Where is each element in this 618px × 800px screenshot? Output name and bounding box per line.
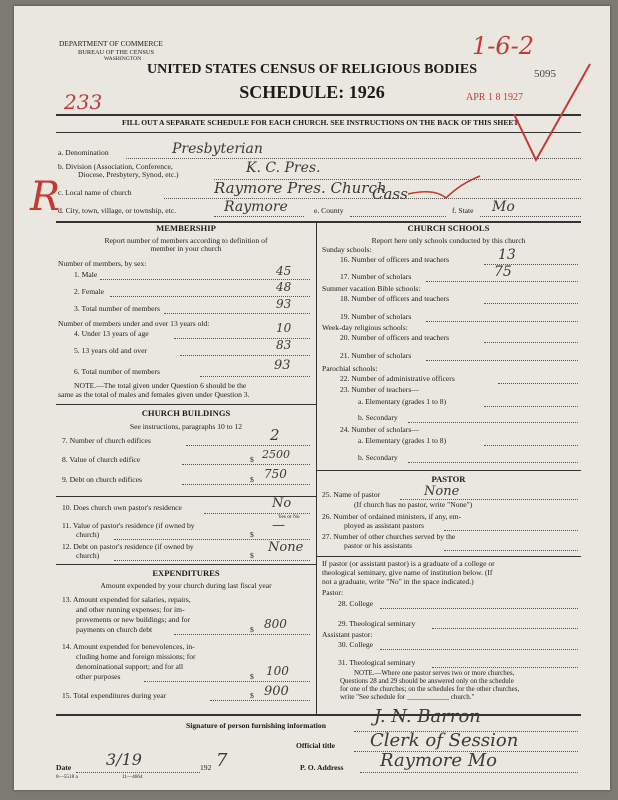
buildings-heading: CHURCH BUILDINGS <box>141 408 231 418</box>
q4-under13-field[interactable]: 10 <box>276 321 292 335</box>
signature-field[interactable]: J. N. Barron <box>374 706 481 727</box>
q3-total-field[interactable]: 93 <box>276 297 292 311</box>
q14-line-4: other purposes <box>76 672 121 681</box>
q16-label: 16. Number of officers and teachers <box>340 255 450 264</box>
by-sex-label: Number of members, by sex: <box>58 259 147 268</box>
denomination-label: a. Denomination <box>58 148 109 157</box>
handwritten-code: 1-6-2 <box>472 32 535 60</box>
year-prefix: 192 <box>200 763 212 772</box>
q23a-label: a. Elementary (grades 1 to 8) <box>358 397 447 406</box>
header-top-rule <box>56 114 581 116</box>
po-address-label: P. O. Address <box>300 763 344 772</box>
q13-line-4: payments on church debt <box>76 625 153 634</box>
q17-scholars-field[interactable]: 75 <box>494 264 512 280</box>
q1-male-field[interactable]: 45 <box>276 264 292 278</box>
yes-no-hint: Yes or No <box>278 514 300 520</box>
membership-heading: MEMBERSHIP <box>156 223 216 233</box>
expenditures-sub: Amount expended by your church during last fiscal year <box>100 581 272 590</box>
q13-line-2: and other running expenses; for im- <box>76 605 185 614</box>
division-label-2: Diocese, Presbytery, Synod, etc.) <box>78 170 179 179</box>
bureau-name: BUREAU OF THE CENSUS <box>78 49 155 56</box>
pastor-sub-label: Pastor: <box>322 588 344 597</box>
membership-intro-1: Report number of members according to definition of <box>104 236 268 245</box>
q8-value-field[interactable]: 2500 <box>262 448 290 461</box>
q17-label: 17. Number of scholars <box>340 272 412 281</box>
pastor-note-1: NOTE.—Where one pastor serves two or more churches, <box>354 669 515 677</box>
state-label: f. State <box>452 206 474 215</box>
membership-intro-2: member in your church <box>150 244 222 253</box>
q10-label: 10. Does church own pastor's residence <box>62 503 182 512</box>
pastor-note-2: Questions 28 and 29 should be answered only on the schedule <box>340 677 514 685</box>
q21-label: 21. Number of scholars <box>340 351 412 360</box>
handwritten-number: 233 <box>64 90 103 114</box>
q1-label: 1. Male <box>74 270 98 279</box>
q12-debt-field[interactable]: None <box>268 540 304 555</box>
city-name: WASHINGTON <box>104 56 142 62</box>
margin-letter: R <box>30 174 61 220</box>
weekday-label: Week-day religious schools: <box>322 323 408 332</box>
q15-label: 15. Total expenditures during year <box>62 691 167 700</box>
q26-line-2: ployed as assistant pastors <box>344 521 424 530</box>
q23b-label: b. Secondary <box>358 413 398 422</box>
buildings-sub: See instructions, paragraphs 10 to 12 <box>129 422 243 431</box>
pastor-note-3: for one of the churches; on the schedules for the other churches, <box>340 685 520 693</box>
column-divider <box>316 221 317 714</box>
local-name-label: c. Local name of church <box>58 188 132 197</box>
year-field[interactable]: 7 <box>216 750 228 771</box>
graduate-note-2: theological seminary, give name of institution below. (If <box>322 568 493 577</box>
q18-label: 18. Number of officers and teachers <box>340 294 450 303</box>
q13-running-expenses-field[interactable]: 800 <box>264 617 287 631</box>
division-label-1: b. Division (Association, Conference, <box>58 162 173 171</box>
serial-number: 5095 <box>534 68 556 80</box>
q6-label: 6. Total number of members <box>74 367 161 376</box>
form-number: 8—5518 a <box>56 774 78 780</box>
expenditures-heading: EXPENDITURES <box>152 568 220 578</box>
summer-label: Summer vacation Bible schools: <box>322 284 421 293</box>
form-title: UNITED STATES CENSUS OF RELIGIOUS BODIES <box>146 62 477 77</box>
county-field[interactable]: Cass <box>372 185 408 203</box>
q9-debt-field[interactable]: 750 <box>264 467 287 481</box>
red-check-mark <box>506 56 596 166</box>
q7-label: 7. Number of church edifices <box>62 436 151 445</box>
membership-note-1: NOTE.—The total given under Question 6 should be the <box>74 381 247 390</box>
q24b-label: b. Secondary <box>358 453 398 462</box>
division-field[interactable]: K. C. Pres. <box>246 160 321 176</box>
q12-label-1: 12. Debt on pastor's residence (if owned by <box>62 542 194 551</box>
state-field[interactable]: Mo <box>492 199 515 215</box>
print-number: 11—4664 <box>122 774 143 780</box>
pastor-heading: PASTOR <box>431 474 466 484</box>
sunday-label: Sunday schools: <box>322 245 372 254</box>
q27-line-2: pastor or his assistants <box>344 541 413 550</box>
q4-label: 4. Under 13 years of age <box>74 329 149 338</box>
county-label: e. County <box>314 206 344 215</box>
q2-label: 2. Female <box>74 287 104 296</box>
q30-label: 30. College <box>338 640 374 649</box>
q31-label: 31. Theological seminary <box>338 658 416 667</box>
q2-female-field[interactable]: 48 <box>276 280 292 294</box>
local-name-field[interactable]: Raymore Pres. Church <box>214 179 387 197</box>
official-title-field[interactable]: Clerk of Session <box>370 730 519 751</box>
q28-label: 28. College <box>338 599 374 608</box>
q25-pastor-name-field[interactable]: None <box>424 484 460 499</box>
q14-line-3: denominational support; and for all <box>76 662 184 671</box>
q24a-label: a. Elementary (grades 1 to 8) <box>358 436 447 445</box>
department-name: DEPARTMENT OF COMMERCE <box>59 39 163 48</box>
q26-line-1: 26. Number of ordained ministers, if any, em- <box>322 512 462 521</box>
official-title-label: Official title <box>296 741 336 750</box>
q14-benevolences-field[interactable]: 100 <box>266 664 289 678</box>
q10-owns-residence-field[interactable]: No <box>272 496 292 511</box>
q25-note: (If church has no pastor, write "None") <box>354 500 473 509</box>
q11-value-field[interactable]: — <box>272 518 285 533</box>
q23-label: 23. Number of teachers— <box>340 385 419 394</box>
q25-label: 25. Name of pastor <box>322 490 381 499</box>
q24-label: 24. Number of scholars— <box>340 425 419 434</box>
q12-label-2: church) <box>76 551 100 560</box>
q14-line-1: 14. Amount expended for benevolences, in- <box>62 642 195 651</box>
schools-intro: Report here only schools conducted by this church <box>371 236 526 245</box>
q29-label: 29. Theological seminary <box>338 619 416 628</box>
census-schedule-sheet: DEPARTMENT OF COMMERCE BUREAU OF THE CENSUS WASHINGTON UNITED STATES CENSUS OF RELIGIOUS BODIES SCHEDULE: 1926 5095 APR 1 8 1927 1-6-2 233 R FILL OUT A SEPARATE SCHEDULE FOR EACH CHURCH. SEE INSTRUCTIONS ON THE BACK OF THIS SHEET a. Denomination Presbyterian b. Division (Association, Conference, Diocese, Presbytery, Synod, etc.) K. C. Pres. c. Local name of church Raymore Pres. Church d. City, town, village, or township, etc. Raymore e. County Cass f. State Mo MEMBERSHIP Report number of members according to definition of member in your church Number of members, by sex: 1. Male 45 2. Female 48 3. Total number of members 93 Number of members under and over 13 years old: 4. Under 13 years of age 10 5. 13 years old and over 83 6. Total number of members 93 NOTE.—The total given under Question 6 should be the same as the total of males and females given under Question 3. CHURCH BUILDINGS See instructions, paragraphs 10 to 12 7. Number of church edifices 2 8. Value of church edifice $ 2500 9. Debt on church edifices $ 750 10. Does church own pastor's residence Yes or No No 11. Value of pastor's residence (if owned by church) $ — 12. Debt on pastor's residence (if owned by church) $ None EXPENDITURES Amount expended by your church during last fiscal year 13. Amount expended for salaries, repairs, and other running expenses; for im- provements or new buildings; and for payments on church debt $ 800 14. Amount expended for benevolences, in- cluding home and foreign missions; for denominational support; and for all other purposes $ 100 15. Total expenditures during year $ 900 CHURCH SCHOOLS Report here only schools conducted by this church Sunday schools: 16. Number of officers and teachers 13 17. Number of scholars 75 Summer vacation Bible schools: 18. Number of officers and teachers 19. Number of scholars Week-day religious schools: 20. Number of officers and teachers 21. Number of scholars Parochial schools: 22. Number of administrative officers 23. Number of teachers— a. Elementary (grades 1 to 8) b. Secondary 24. Number of scholars— a. Elementary (grades 1 to 8) b. Secondary PASTOR 25. Name of pastor None (If church has no pastor, write "None") 26. Number of ordained ministers, if any, em- ployed as assistant pastors 27. Number of other churches served by the pastor or his assistants If pastor (or assistant pastor) is a graduate of a college or theological seminary, give name of institution below. (If not a graduate, write "No" in the space indicated.) Pastor: 28. College 29. Theological seminary Assistant pastor: 30. College 31. Theological seminary NOTE.—Where one pastor serves two or more churches, Questions 28 and 29 should be answered only on the schedule for one of the churches; on the schedules for the other churches, write "See schedule for ____________ church." Signature of person furnishing information J. N. Barron Official title Clerk of Session Date 3/19 192 7 P. O. Address Raymore Mo 8—5518 a 11—4664 <box>14 6 610 790</box>
q13-line-3: provements or new buildings; and for <box>76 615 191 624</box>
received-stamp: APR 1 8 1927 <box>466 92 523 103</box>
schools-heading: CHURCH SCHOOLS <box>407 223 490 233</box>
q20-label: 20. Number of officers and teachers <box>340 333 450 342</box>
header-bottom-rule <box>56 132 581 133</box>
q5-label: 5. 13 years old and over <box>74 346 147 355</box>
signature-label: Signature of person furnishing information <box>186 721 326 730</box>
membership-note-2: same as the total of males and females given under Question 3. <box>58 390 250 399</box>
city-label: d. City, town, village, or township, etc. <box>58 206 177 215</box>
q11-label-1: 11. Value of pastor's residence (if owned by <box>62 521 195 530</box>
q8-label: 8. Value of church edifice <box>62 455 141 464</box>
q14-line-2: cluding home and foreign missions; for <box>76 652 196 661</box>
pastor-note-4: write "See schedule for ____________ church." <box>340 693 475 701</box>
q27-line-1: 27. Number of other churches served by the <box>322 532 456 541</box>
assistant-sub-label: Assistant pastor: <box>322 630 373 639</box>
by-age-label: Number of members under and over 13 years old: <box>58 319 210 328</box>
q7-edifices-field[interactable]: 2 <box>270 426 280 444</box>
q6-total-field[interactable]: 93 <box>274 358 291 373</box>
city-field[interactable]: Raymore <box>224 199 288 215</box>
date-label: Date <box>56 763 72 772</box>
q15-total-field[interactable]: 900 <box>264 684 289 699</box>
q9-label: 9. Debt on church edifices <box>62 475 142 484</box>
po-address-field[interactable]: Raymore Mo <box>380 750 498 771</box>
denomination-field[interactable]: Presbyterian <box>172 141 263 157</box>
q5-over13-field[interactable]: 83 <box>276 338 292 352</box>
q22-label: 22. Number of administrative officers <box>340 374 455 383</box>
graduate-note-3: not a graduate, write "No" in the space indicated.) <box>322 577 474 586</box>
date-field[interactable]: 3/19 <box>106 750 142 769</box>
graduate-note-1: If pastor (or assistant pastor) is a graduate of a college or <box>322 559 495 568</box>
instruction-line: FILL OUT A SEPARATE SCHEDULE FOR EACH CHURCH. SEE INSTRUCTIONS ON THE BACK OF THIS SHEET <box>122 118 519 127</box>
q19-label: 19. Number of scholars <box>340 312 412 321</box>
q13-line-1: 13. Amount expended for salaries, repairs, <box>62 595 191 604</box>
q16-officers-field[interactable]: 13 <box>498 247 516 263</box>
q11-label-2: church) <box>76 530 100 539</box>
parochial-label: Parochial schools: <box>322 364 378 373</box>
q3-label: 3. Total number of members <box>74 304 161 313</box>
schedule-title: SCHEDULE: 1926 <box>239 82 385 102</box>
red-tick-mark <box>404 174 484 204</box>
